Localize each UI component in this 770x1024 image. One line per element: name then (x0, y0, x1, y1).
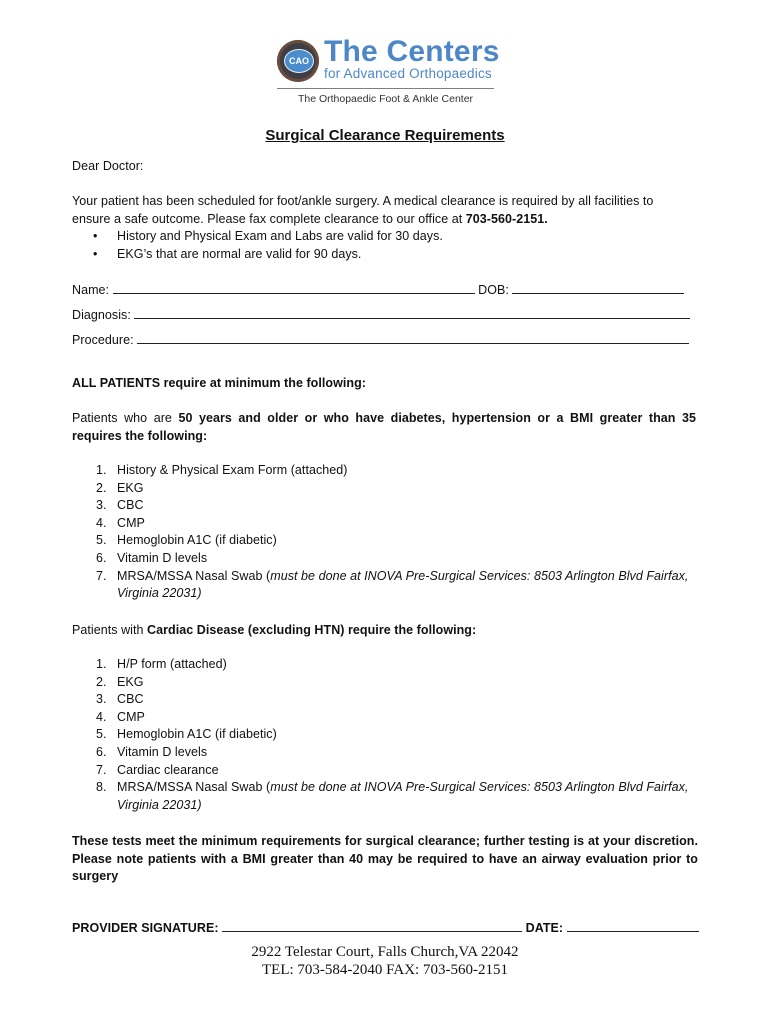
list-item (72, 779, 698, 814)
intro-bullets (72, 228, 692, 263)
group2-lead: Patients with (72, 623, 148, 637)
diagnosis-input-line[interactable] (134, 307, 690, 319)
logo-title: The Centers (324, 35, 500, 68)
list-item: Hemoglobin A1C (if diabetic) (117, 533, 277, 548)
group1-intro (72, 410, 696, 445)
signature-label: PROVIDER SIGNATURE: (72, 921, 219, 935)
fax-number: 703-560-2151. (465, 211, 548, 226)
signature-input-line[interactable] (222, 920, 522, 932)
closing-note: These tests meet the minimum requirements for surgical clearance; further testing is at your discretion. Please note patients with a BMI greater than 40 may be required to have an airway evaluation prior to surgery (72, 834, 698, 884)
group1-criteria: 50 years and older or who have diabetes, hypertension or a BMI greater than 35 requires the following: (72, 411, 696, 443)
list-item (72, 568, 692, 603)
list-item: EKG (117, 480, 144, 495)
date-input-line[interactable] (567, 920, 699, 932)
procedure-input-line[interactable] (137, 332, 689, 344)
list-item: • History and Physical Exam and Labs are valid for 30 days. (72, 228, 692, 246)
date-label: DATE: (525, 921, 564, 935)
greeting: Dear Doctor: (72, 159, 144, 173)
group2-list (72, 656, 698, 814)
name-input-line[interactable] (113, 282, 475, 294)
mrsa-swab-location: must be done at INOVA Pre-Surgical Services: 8503 Arlington Blvd Fairfax, Virginia 22031) (117, 568, 689, 601)
mrsa-swab-location: must be done at INOVA Pre-Surgical Services: 8503 Arlington Blvd Fairfax, Virginia 22031) (117, 780, 689, 812)
logo-subtitle: for Advanced Orthopaedics (324, 66, 492, 81)
diagnosis-label: Diagnosis: (72, 308, 131, 322)
group2-intro (72, 622, 696, 640)
mrsa-swab-label: MRSA/MSSA Nasal Swab ( (117, 568, 271, 583)
name-dob-row (72, 282, 694, 300)
group1-list (72, 462, 692, 603)
list-item: EKG (117, 674, 144, 689)
logo-tagline: The Orthopaedic Foot & Ankle Center (297, 93, 474, 105)
group2-criteria: Cardiac Disease (excluding HTN) require the following: (147, 623, 477, 637)
list-item: Vitamin D levels (117, 550, 208, 565)
procedure-row (72, 332, 694, 350)
intro-paragraph (72, 193, 692, 228)
list-item: Hemoglobin A1C (if diabetic) (117, 727, 277, 742)
name-label: Name: (72, 283, 110, 297)
list-item: CMP (117, 709, 145, 724)
all-patients-heading: ALL PATIENTS require at minimum the following: (72, 376, 366, 390)
procedure-label: Procedure: (72, 333, 134, 347)
diagnosis-row (72, 307, 694, 325)
list-item: Cardiac clearance (117, 762, 219, 777)
signature-row (72, 920, 696, 938)
list-item: CMP (117, 515, 145, 530)
list-item: Vitamin D levels (117, 744, 208, 759)
logo-divider (277, 88, 494, 89)
footer-phones: TEL: 703-584-2040 FAX: 703-560-2151 (262, 962, 508, 978)
intro-text: Your patient has been scheduled for foot/ankle surgery. A medical clearance is required by all facilities to ensure a safe outcome. Please fax complete clearance to our office at (72, 194, 654, 226)
logo-mark (277, 40, 319, 82)
list-item: History & Physical Exam Form (attached) (117, 463, 348, 477)
list-item: H/P form (attached) (117, 657, 227, 671)
footer-address: 2922 Telestar Court, Falls Church,VA 22042 (251, 944, 519, 960)
list-item: CBC (117, 498, 144, 513)
group1-lead: Patients who are (72, 411, 179, 425)
list-item: • EKG’s that are normal are valid for 90 days. (72, 246, 692, 264)
page-title: Surgical Clearance Requirements (265, 127, 505, 144)
dob-label: DOB: (478, 283, 509, 297)
dob-input-line[interactable] (512, 282, 684, 294)
logo-badge: CAO (284, 49, 314, 73)
mrsa-swab-label: MRSA/MSSA Nasal Swab ( (117, 780, 271, 795)
list-item: CBC (117, 692, 144, 707)
